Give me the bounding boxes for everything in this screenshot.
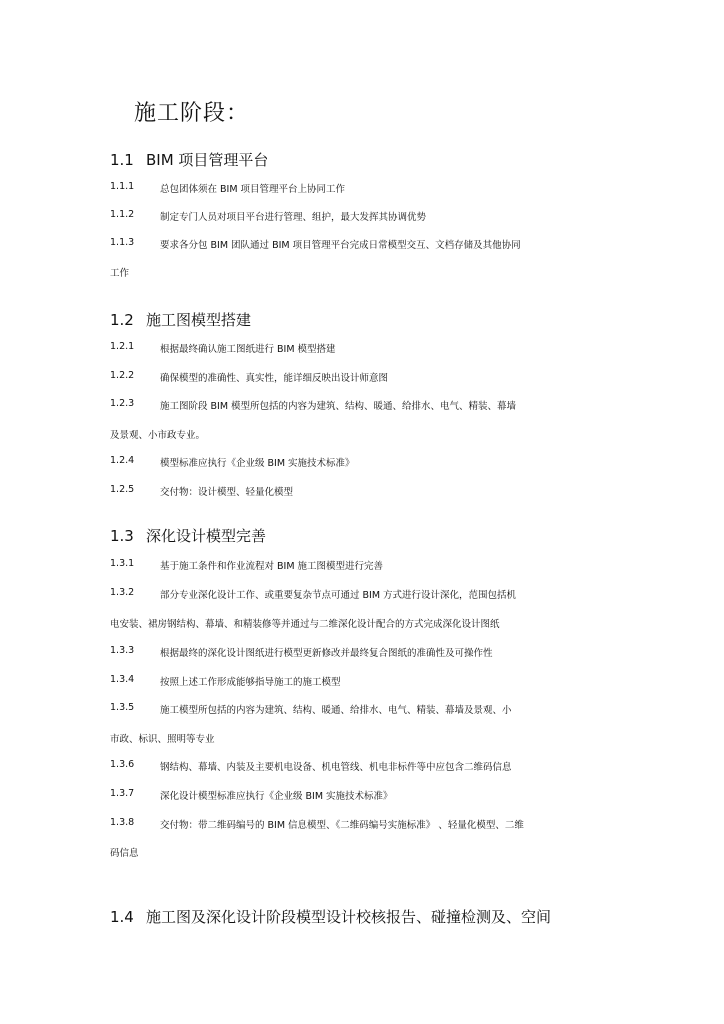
item-number: 1.2.3 bbox=[110, 398, 135, 409]
item-number: 1.1.3 bbox=[110, 237, 135, 248]
item-text: 根据最终确认施工图纸进行 BIM 模型搭建 bbox=[160, 344, 336, 355]
section-heading-1-4 bbox=[110, 906, 551, 927]
section-heading-1-2 bbox=[110, 309, 251, 330]
item-number: 1.3.8 bbox=[110, 817, 135, 828]
item-number: 1.1.2 bbox=[110, 209, 135, 220]
item-text: 钢结构、幕墙、内装及主要机电设备、机电管线、机电非标件等中应包含二维码信息 bbox=[160, 762, 512, 773]
item-number: 1.3.5 bbox=[110, 702, 135, 713]
item-text: 部分专业深化设计工作、或重要复杂节点可通过 BIM 方式进行设计深化，范围包括机 bbox=[160, 590, 517, 601]
item-number: 1.3.6 bbox=[110, 759, 135, 770]
section-heading-1-1 bbox=[110, 149, 268, 170]
item-number: 1.3.4 bbox=[110, 674, 135, 685]
section-number: 1.4 bbox=[110, 908, 134, 926]
item-text: 模型标准应执行《企业级 BIM 实施技术标准》 bbox=[160, 458, 355, 469]
item-text-continuation: 市政、标识、照明等专业 bbox=[110, 734, 215, 745]
item-number: 1.1.1 bbox=[110, 181, 135, 192]
section-heading-1-3 bbox=[110, 525, 266, 546]
section-number: 1.3 bbox=[110, 527, 134, 545]
item-text: 要求各分包 BIM 团队通过 BIM 项目管理平台完成日常模型交互、文档存储及其他协同 bbox=[160, 240, 521, 251]
item-text: 确保模型的准确性、真实性，能详细反映出设计师意图 bbox=[160, 373, 389, 384]
item-text-continuation: 工作 bbox=[110, 268, 130, 279]
section-number: 1.2 bbox=[110, 311, 134, 329]
section-number: 1.1 bbox=[110, 151, 134, 169]
item-text-continuation: 及景观、小市政专业。 bbox=[110, 430, 206, 441]
section-title: BIM 项目管理平台 bbox=[146, 151, 269, 169]
page-title: 施工阶段： bbox=[134, 101, 250, 126]
section-title: 深化设计模型完善 bbox=[146, 527, 267, 545]
item-number: 1.2.5 bbox=[110, 484, 135, 495]
section-title: 施工图及深化设计阶段模型设计校核报告、碰撞检测及、空间 bbox=[146, 908, 552, 926]
item-text: 基于施工条件和作业流程对 BIM 施工图模型进行完善 bbox=[160, 561, 384, 572]
item-number: 1.2.1 bbox=[110, 341, 135, 352]
item-text-continuation: 电安装、裙房钢结构、幕墙、和精装修等并通过与二维深化设计配合的方式完成深化设计图纸 bbox=[110, 619, 500, 630]
item-text: 制定专门人员对项目平台进行管理、组护，最大发挥其协调优势 bbox=[160, 212, 427, 223]
item-number: 1.3.3 bbox=[110, 645, 135, 656]
item-text: 按照上述工作形成能够指导施工的施工模型 bbox=[160, 677, 341, 688]
item-text-continuation: 码信息 bbox=[110, 848, 139, 859]
item-text: 施工模型所包括的内容为建筑、结构、暖通、给排水、电气、精装、幕墙及景观、小 bbox=[160, 705, 512, 716]
item-number: 1.3.7 bbox=[110, 788, 135, 799]
item-number: 1.2.4 bbox=[110, 455, 135, 466]
item-text: 交付物：设计模型、轻量化模型 bbox=[160, 487, 294, 498]
section-title: 施工图模型搭建 bbox=[146, 311, 252, 329]
item-text: 施工图阶段 BIM 模型所包括的内容为建筑、结构、暖通、给排水、电气、精装、幕墙 bbox=[160, 401, 517, 412]
item-number: 1.3.1 bbox=[110, 558, 135, 569]
item-text: 总包团体须在 BIM 项目管理平台上协同工作 bbox=[160, 184, 346, 195]
item-number: 1.2.2 bbox=[110, 370, 135, 381]
item-text: 深化设计模型标准应执行《企业级 BIM 实施技术标准》 bbox=[160, 791, 393, 802]
item-text: 根据最终的深化设计图纸进行模型更新修改并最终复合图纸的准确性及可操作性 bbox=[160, 648, 493, 659]
item-text: 交付物：带二维码编号的 BIM 信息模型、《二维码编号实施标准》 、轻量化模型、二维 bbox=[160, 820, 524, 831]
item-number: 1.3.2 bbox=[110, 587, 135, 598]
